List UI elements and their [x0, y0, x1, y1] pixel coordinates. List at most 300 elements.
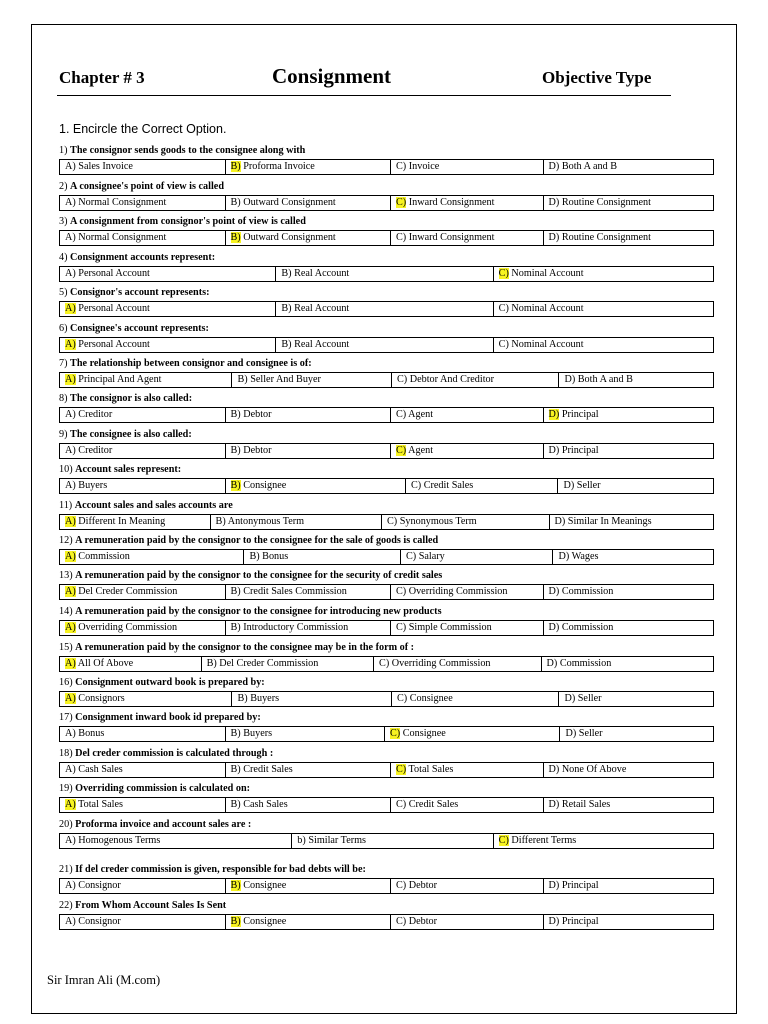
- question-prompt: Account sales represent:: [75, 464, 182, 475]
- option-letter: C): [396, 622, 407, 633]
- author-footer: Sir Imran Ali (M.com): [47, 973, 161, 987]
- option-text: Antonymous Term: [225, 516, 305, 527]
- option-letter: C): [396, 586, 407, 597]
- option-letter: C): [405, 551, 417, 562]
- option-letter: B): [237, 374, 248, 385]
- correct-answer-highlight: B): [230, 916, 241, 927]
- option-letter: A): [65, 835, 76, 846]
- correct-answer-highlight: A): [65, 551, 76, 562]
- option-letter: D): [564, 374, 576, 385]
- option-cell[interactable]: [493, 267, 713, 281]
- question-number: 17): [59, 712, 76, 723]
- options-row: [59, 691, 714, 707]
- option-letter: A): [65, 764, 76, 775]
- option-text: Wages: [569, 551, 599, 562]
- option-cell[interactable]: [559, 727, 713, 741]
- option-text: Personal Account: [75, 268, 150, 279]
- option-text: None Of Above: [559, 764, 627, 775]
- question-text: [59, 898, 714, 914]
- options-row: [59, 762, 714, 778]
- options-row: [59, 549, 714, 565]
- option-letter: A): [65, 728, 76, 739]
- question-item: [59, 250, 714, 282]
- option-cell[interactable]: [291, 834, 492, 848]
- option-cell[interactable]: [390, 915, 543, 929]
- option-text: Seller And Buyer: [247, 374, 321, 385]
- question-text: [59, 321, 714, 337]
- correct-answer-highlight: C): [396, 764, 407, 775]
- option-letter: A): [65, 197, 76, 208]
- option-cell[interactable]: [60, 798, 225, 812]
- correct-answer-highlight: A): [65, 339, 76, 350]
- option-cell[interactable]: [225, 727, 385, 741]
- question-number: 12): [59, 535, 76, 546]
- option-text: Agent: [406, 409, 434, 420]
- question-prompt: Account sales and sales accounts are: [74, 500, 233, 511]
- option-letter: B): [281, 303, 292, 314]
- option-cell[interactable]: [543, 879, 713, 893]
- option-text: Debtor: [406, 916, 438, 927]
- correct-answer-highlight: B): [230, 480, 241, 491]
- question-number: 9): [59, 429, 71, 440]
- option-cell[interactable]: [60, 585, 225, 599]
- option-cell[interactable]: [225, 408, 391, 422]
- option-cell[interactable]: [225, 196, 391, 210]
- question-item: [59, 568, 714, 600]
- question-item: [59, 321, 714, 353]
- option-text: Proforma Invoice: [240, 161, 315, 172]
- question-text: [59, 710, 714, 726]
- option-cell[interactable]: [201, 657, 373, 671]
- question-number: 20): [59, 819, 76, 830]
- options-row: [59, 914, 714, 930]
- correct-answer-highlight: C): [498, 835, 509, 846]
- option-text: Creditor: [75, 409, 113, 420]
- option-cell[interactable]: [225, 444, 391, 458]
- option-letter: B): [281, 268, 292, 279]
- option-cell[interactable]: [60, 196, 225, 210]
- option-cell[interactable]: [390, 408, 543, 422]
- option-cell[interactable]: [558, 373, 713, 387]
- correct-answer-highlight: A): [65, 374, 76, 385]
- option-cell[interactable]: [384, 727, 559, 741]
- correct-answer-highlight: B): [230, 232, 241, 243]
- option-cell[interactable]: [60, 338, 275, 352]
- option-letter: C): [379, 658, 390, 669]
- options-row: [59, 878, 714, 894]
- option-text: Consignor: [75, 880, 121, 891]
- option-text: Credit Sales: [406, 799, 459, 810]
- option-letter: C): [396, 232, 407, 243]
- correct-answer-highlight: A): [65, 799, 76, 810]
- option-cell[interactable]: [493, 834, 713, 848]
- correct-answer-highlight: C): [498, 268, 509, 279]
- option-letter: C): [410, 480, 422, 491]
- option-cell[interactable]: [391, 373, 558, 387]
- option-letter: B): [230, 445, 241, 456]
- question-item: [59, 143, 714, 175]
- question-text: [59, 604, 714, 620]
- question-number: 11): [59, 500, 75, 511]
- question-item: [59, 817, 714, 849]
- question-number: 21): [59, 864, 76, 875]
- question-prompt: Consignment inward book id prepared by:: [75, 712, 261, 723]
- question-prompt: A remuneration paid by the consignor to the consignee for the sale of goods is called: [75, 535, 439, 546]
- question-number: 15): [59, 642, 76, 653]
- option-cell[interactable]: [60, 408, 225, 422]
- option-cell[interactable]: [275, 267, 492, 281]
- question-number: 8): [59, 393, 71, 404]
- option-cell[interactable]: [543, 585, 713, 599]
- option-text: Total Sales: [75, 799, 123, 810]
- question-prompt: A consignment from consignor's point of view is called: [70, 216, 306, 227]
- option-cell[interactable]: [543, 798, 713, 812]
- question-text: [59, 427, 714, 443]
- option-cell[interactable]: [405, 479, 558, 493]
- option-letter: C): [396, 374, 408, 385]
- option-cell[interactable]: [60, 657, 201, 671]
- question-prompt: From Whom Account Sales Is Sent: [75, 900, 227, 911]
- option-text: Real Account: [291, 268, 350, 279]
- question-prompt: Consignor's account represents:: [70, 287, 210, 298]
- option-letter: B): [237, 693, 248, 704]
- question-item: [59, 214, 714, 246]
- question-item: [59, 462, 714, 494]
- option-cell[interactable]: [391, 692, 558, 706]
- options-row: [59, 443, 714, 459]
- option-cell[interactable]: [60, 879, 225, 893]
- option-text: Similar Terms: [305, 835, 366, 846]
- option-cell[interactable]: [60, 373, 231, 387]
- question-number: 19): [59, 783, 76, 794]
- option-text: Different In Meaning: [75, 516, 166, 527]
- option-cell[interactable]: [210, 515, 381, 529]
- option-cell[interactable]: [543, 196, 713, 210]
- question-prompt: Consignment accounts represent:: [70, 252, 216, 263]
- option-cell[interactable]: [381, 515, 548, 529]
- options-row: [59, 372, 714, 388]
- option-letter: D): [565, 728, 577, 739]
- option-letter: B): [249, 551, 260, 562]
- question-text: [59, 214, 714, 230]
- option-cell[interactable]: [390, 585, 543, 599]
- question-text: [59, 356, 714, 372]
- option-text: Real Account: [291, 303, 350, 314]
- option-text: Creditor: [75, 445, 113, 456]
- option-letter: D): [548, 916, 560, 927]
- option-text: Both A and B: [575, 374, 633, 385]
- question-item: [59, 675, 714, 707]
- option-text: Principal: [559, 880, 599, 891]
- option-letter: C): [396, 409, 407, 420]
- option-text: Homogenous Terms: [75, 835, 161, 846]
- option-cell[interactable]: [60, 550, 243, 564]
- question-item: [59, 640, 714, 672]
- option-cell[interactable]: [60, 515, 210, 529]
- option-cell[interactable]: [543, 763, 713, 777]
- option-text: Consignee: [240, 880, 287, 891]
- correct-answer-highlight: C): [396, 445, 407, 456]
- option-text: Simple Commission: [406, 622, 492, 633]
- option-letter: D): [548, 586, 560, 597]
- option-text: Credit Sales Commission: [240, 586, 347, 597]
- option-cell[interactable]: [225, 479, 405, 493]
- option-text: Real Account: [291, 339, 350, 350]
- options-row: [59, 620, 714, 636]
- option-letter: B): [230, 586, 241, 597]
- question-number: 14): [59, 606, 76, 617]
- option-cell[interactable]: [390, 444, 543, 458]
- option-letter: D): [548, 197, 560, 208]
- option-text: Consignor: [75, 916, 121, 927]
- option-text: Personal Account: [75, 303, 150, 314]
- option-cell[interactable]: [558, 692, 713, 706]
- options-row: [59, 337, 714, 353]
- options-row: [59, 266, 714, 282]
- option-text: Buyers: [75, 480, 108, 491]
- option-letter: C): [498, 303, 509, 314]
- option-cell[interactable]: [60, 727, 225, 741]
- option-letter: B): [230, 622, 241, 633]
- option-cell[interactable]: [60, 479, 225, 493]
- option-text: Consignors: [75, 693, 125, 704]
- option-text: Routine Consignment: [559, 232, 651, 243]
- correct-answer-highlight: C): [396, 197, 407, 208]
- question-text: [59, 179, 714, 195]
- option-cell[interactable]: [543, 408, 713, 422]
- question-text: [59, 391, 714, 407]
- option-text: Commission: [559, 586, 614, 597]
- question-number: 1): [59, 145, 71, 156]
- option-cell[interactable]: [60, 160, 225, 174]
- option-text: All Of Above: [75, 658, 134, 669]
- option-cell[interactable]: [243, 550, 400, 564]
- option-text: Debtor: [240, 409, 272, 420]
- option-cell[interactable]: [225, 798, 391, 812]
- option-text: Debtor: [406, 880, 438, 891]
- option-text: Nominal Account: [508, 339, 584, 350]
- option-text: Similar In Meanings: [565, 516, 652, 527]
- option-cell[interactable]: [275, 302, 492, 316]
- options-row: [59, 478, 714, 494]
- option-text: Debtor: [240, 445, 272, 456]
- option-cell[interactable]: [60, 834, 291, 848]
- question-item: [59, 604, 714, 636]
- option-text: Buyers: [247, 693, 280, 704]
- option-cell[interactable]: [60, 302, 275, 316]
- option-letter: D): [563, 480, 575, 491]
- option-letter: D): [548, 764, 560, 775]
- question-text: [59, 462, 714, 478]
- option-cell[interactable]: [60, 692, 231, 706]
- option-cell[interactable]: [543, 231, 713, 245]
- correct-answer-highlight: D): [548, 409, 560, 420]
- option-text: Routine Consignment: [559, 197, 651, 208]
- correct-answer-highlight: B): [230, 161, 241, 172]
- option-letter: A): [65, 480, 76, 491]
- option-text: Invoice: [406, 161, 440, 172]
- option-cell[interactable]: [225, 879, 391, 893]
- option-text: Sales Invoice: [75, 161, 133, 172]
- options-row: [59, 407, 714, 423]
- option-letter: A): [65, 916, 76, 927]
- options-row: [59, 656, 714, 672]
- question-text: [59, 746, 714, 762]
- question-text: [59, 568, 714, 584]
- option-text: Inward Consignment: [406, 232, 495, 243]
- option-cell[interactable]: [390, 231, 543, 245]
- correct-answer-highlight: A): [65, 693, 76, 704]
- type-label: Objective Type: [542, 68, 652, 87]
- question-item: [59, 179, 714, 211]
- option-letter: A): [65, 232, 76, 243]
- option-cell[interactable]: [60, 763, 225, 777]
- question-item: [59, 285, 714, 317]
- option-cell[interactable]: [225, 160, 391, 174]
- option-cell[interactable]: [225, 231, 391, 245]
- option-text: Del Creder Commission: [216, 658, 319, 669]
- option-text: Total Sales: [406, 764, 454, 775]
- option-text: Inward Consignment: [406, 197, 495, 208]
- question-prompt: The relationship between consignor and consignee is of:: [70, 358, 312, 369]
- page-title: Consignment: [272, 64, 392, 88]
- option-cell[interactable]: [543, 915, 713, 929]
- option-cell[interactable]: [231, 373, 391, 387]
- option-cell[interactable]: [400, 550, 553, 564]
- question-text: [59, 498, 714, 514]
- option-cell[interactable]: [225, 621, 391, 635]
- correct-answer-highlight: A): [65, 303, 76, 314]
- option-text: Overriding Commission: [75, 622, 178, 633]
- correct-answer-highlight: A): [65, 516, 76, 527]
- option-text: Outward Consignment: [240, 197, 336, 208]
- option-cell[interactable]: [60, 231, 225, 245]
- question-number: 13): [59, 570, 76, 581]
- option-text: Personal Account: [75, 339, 150, 350]
- option-cell[interactable]: [390, 621, 543, 635]
- option-cell[interactable]: [493, 302, 713, 316]
- option-cell[interactable]: [390, 798, 543, 812]
- question-text: [59, 533, 714, 549]
- option-letter: C): [396, 799, 407, 810]
- option-text: Overriding Commission: [389, 658, 491, 669]
- option-cell[interactable]: [225, 915, 391, 929]
- option-cell[interactable]: [552, 550, 713, 564]
- option-cell[interactable]: [275, 338, 492, 352]
- correct-answer-highlight: A): [65, 658, 76, 669]
- question-item: [59, 898, 714, 930]
- option-text: Salary: [416, 551, 445, 562]
- option-letter: B): [230, 409, 241, 420]
- option-letter: D): [548, 799, 560, 810]
- option-text: Principal: [559, 445, 599, 456]
- question-text: [59, 640, 714, 656]
- option-letter: B): [230, 764, 241, 775]
- option-text: Commission: [557, 658, 612, 669]
- option-letter: C): [387, 516, 398, 527]
- option-text: Seller: [575, 693, 602, 704]
- option-letter: D): [548, 622, 560, 633]
- option-letter: b): [297, 835, 306, 846]
- option-text: Principal: [559, 916, 599, 927]
- option-cell[interactable]: [60, 915, 225, 929]
- question-prompt: The consignor is also called:: [70, 393, 193, 404]
- option-letter: C): [396, 916, 407, 927]
- option-letter: D): [558, 551, 570, 562]
- header-divider: [57, 95, 671, 96]
- question-number: 2): [59, 181, 71, 192]
- options-row: [59, 195, 714, 211]
- question-text: [59, 675, 714, 691]
- option-text: Credit Sales: [421, 480, 474, 491]
- option-text: Different Terms: [508, 835, 577, 846]
- option-cell[interactable]: [543, 621, 713, 635]
- correct-answer-highlight: B): [230, 880, 241, 891]
- correct-answer-highlight: A): [65, 622, 76, 633]
- question-prompt: Consignment outward book is prepared by:: [75, 677, 265, 688]
- option-cell[interactable]: [373, 657, 540, 671]
- option-cell[interactable]: [390, 763, 543, 777]
- option-cell[interactable]: [543, 160, 713, 174]
- question-prompt: The consignee is also called:: [70, 429, 192, 440]
- option-letter: C): [498, 339, 509, 350]
- options-row: [59, 514, 714, 530]
- option-text: Principal: [559, 409, 599, 420]
- option-cell[interactable]: [390, 196, 543, 210]
- option-text: Bonus: [75, 728, 105, 739]
- correct-answer-highlight: C): [390, 728, 401, 739]
- option-text: Del Creder Commission: [75, 586, 178, 597]
- question-prompt: Overriding commission is calculated on:: [75, 783, 251, 794]
- option-letter: C): [396, 161, 407, 172]
- option-cell[interactable]: [60, 621, 225, 635]
- question-item: [59, 710, 714, 742]
- option-letter: D): [548, 232, 560, 243]
- option-letter: D): [564, 693, 576, 704]
- option-cell[interactable]: [390, 879, 543, 893]
- option-cell[interactable]: [557, 479, 713, 493]
- question-text: [59, 143, 714, 159]
- option-text: Overriding Commission: [406, 586, 508, 597]
- question-prompt: Proforma invoice and account sales are :: [75, 819, 252, 830]
- option-cell[interactable]: [543, 444, 713, 458]
- option-cell[interactable]: [60, 267, 275, 281]
- option-letter: A): [65, 409, 76, 420]
- question-prompt: A remuneration paid by the consignor to the consignee for the security of credit sales: [75, 570, 443, 581]
- option-cell[interactable]: [549, 515, 714, 529]
- option-text: Nominal Account: [508, 303, 584, 314]
- option-cell[interactable]: [493, 338, 713, 352]
- question-text: [59, 862, 714, 878]
- option-cell[interactable]: [390, 160, 543, 174]
- option-text: Normal Consignment: [75, 232, 167, 243]
- option-cell[interactable]: [541, 657, 713, 671]
- option-text: Cash Sales: [75, 764, 123, 775]
- option-letter: B): [230, 197, 241, 208]
- chapter-label: Chapter # 3: [59, 68, 145, 87]
- option-text: Commission: [559, 622, 614, 633]
- question-text: [59, 285, 714, 301]
- option-text: Consignee: [240, 480, 287, 491]
- option-letter: D): [554, 516, 566, 527]
- option-cell[interactable]: [225, 763, 391, 777]
- question-item: [59, 746, 714, 778]
- question-item: [59, 391, 714, 423]
- question-prompt: Del creder commission is calculated through :: [75, 748, 274, 759]
- option-cell[interactable]: [231, 692, 391, 706]
- option-cell[interactable]: [225, 585, 391, 599]
- option-cell[interactable]: [60, 444, 225, 458]
